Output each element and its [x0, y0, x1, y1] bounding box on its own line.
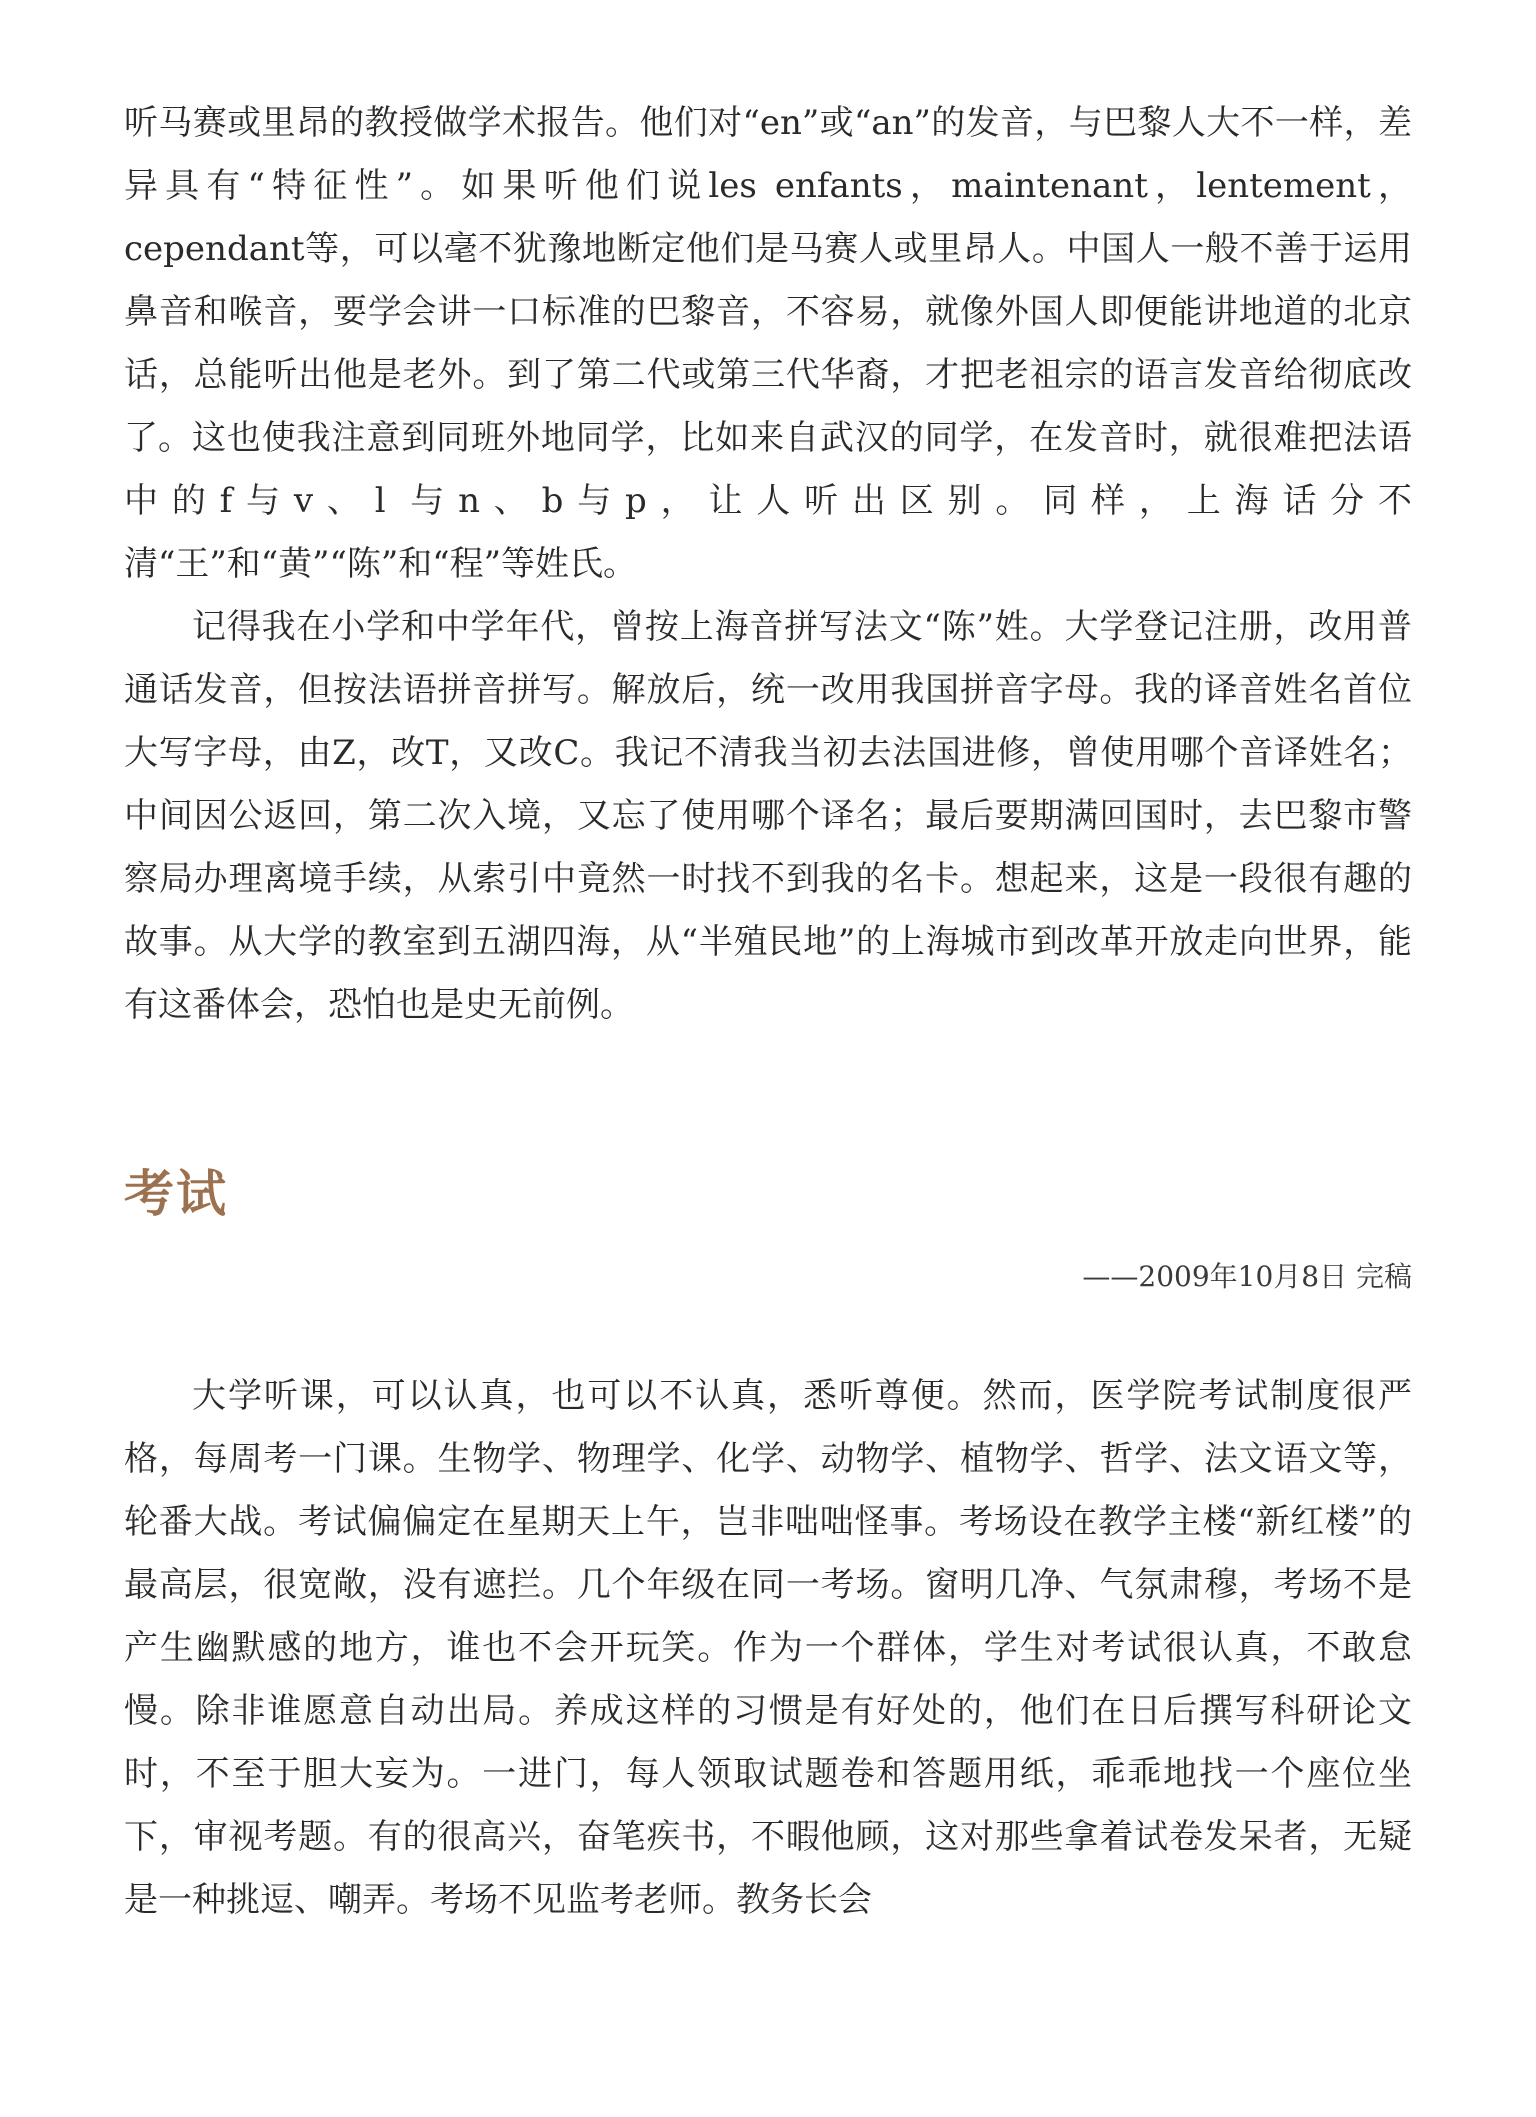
section-title: 考试	[124, 1164, 228, 1223]
paragraph-name-spelling: 记得我在小学和中学年代，曾按上海音拼写法文“陈”姓。大学登记注册，改用普通话发音，但按法语拼音拼写。解放后，统一改用我国拼音字母。我的译音姓名首位大写字母，由Z，改T，又改C。我记不清我当初去法国进修，曾使用哪个音译姓名；中间因公返回，第二次入境，又忘了使用哪个译名；最后要期满回国时，去巴黎市警察局办理离境手续，从索引中竟然一时找不到我的名卡。想起来，这是一段很有趣的故事。从大学的教室到五湖四海，从“半殖民地”的上海城市到改革开放走向世界，能有这番体会，恐怕也是史无前例。	[124, 607, 1412, 1025]
book-page	[124, 92, 1412, 1932]
section-dateline: ——2009年10月8日 完稿	[1082, 1260, 1412, 1293]
paragraph-continuation: 听马赛或里昂的教授做学术报告。他们对“en”或“an”的发音，与巴黎人大不一样，差异具有“特征性”。如果听他们说les enfants，maintenant，lentement，cependant等，可以毫不犹豫地断定他们是马赛人或里昂人。中国人一般不善于运用鼻音和喉音，要学会讲一口标准的巴黎音，不容易，就像外国人即便能讲地道的北京话，总能听出他是老外。到了第二代或第三代华裔，才把老祖宗的语言发音给彻底改了。	[124, 103, 1412, 458]
paragraph-exam-intro: 大学听课，可以认真，也可以不认真，悉听尊便。然而，医学院考试制度很严格，每周考一门课。生物学、物理学、化学、动物学、植物学、哲学、法文语文等，轮番大战。考试偏偏定在星期天上午，岂非咄咄怪事。考场设在教学主楼“新红楼”的最高层，很宽敞，没有遮拦。几个年级在同一考场。窗明几净、气氛肃穆，考场不是产生幽默感的地方，谁也不会开玩笑。作为一个群体，学生对考试很认真，不敢怠慢。除非谁愿意自动出局。养成这样的习惯是有好处的，他们在日后撰写科研论文时，不至于胆大妄为。一进门，每人领取试题卷和答题用纸，乖乖地找一个座位坐下，审视考题。有的很高兴，奋笔疾书，不暇他顾，这对那些拿着试卷发呆者，无疑是一种挑逗、嘲弄。考场不见监考老师。教务长会	[124, 1376, 1412, 1920]
paragraph-dialect-pronunciation: 这也使我注意到同班外地同学，比如来自武汉的同学，在发音时，就很难把法语中的f与v、l 与n、b与p，让人听出区别。同样，上海话分不清“王”和“黄”“陈”和“程”等姓氏。	[124, 418, 1412, 584]
